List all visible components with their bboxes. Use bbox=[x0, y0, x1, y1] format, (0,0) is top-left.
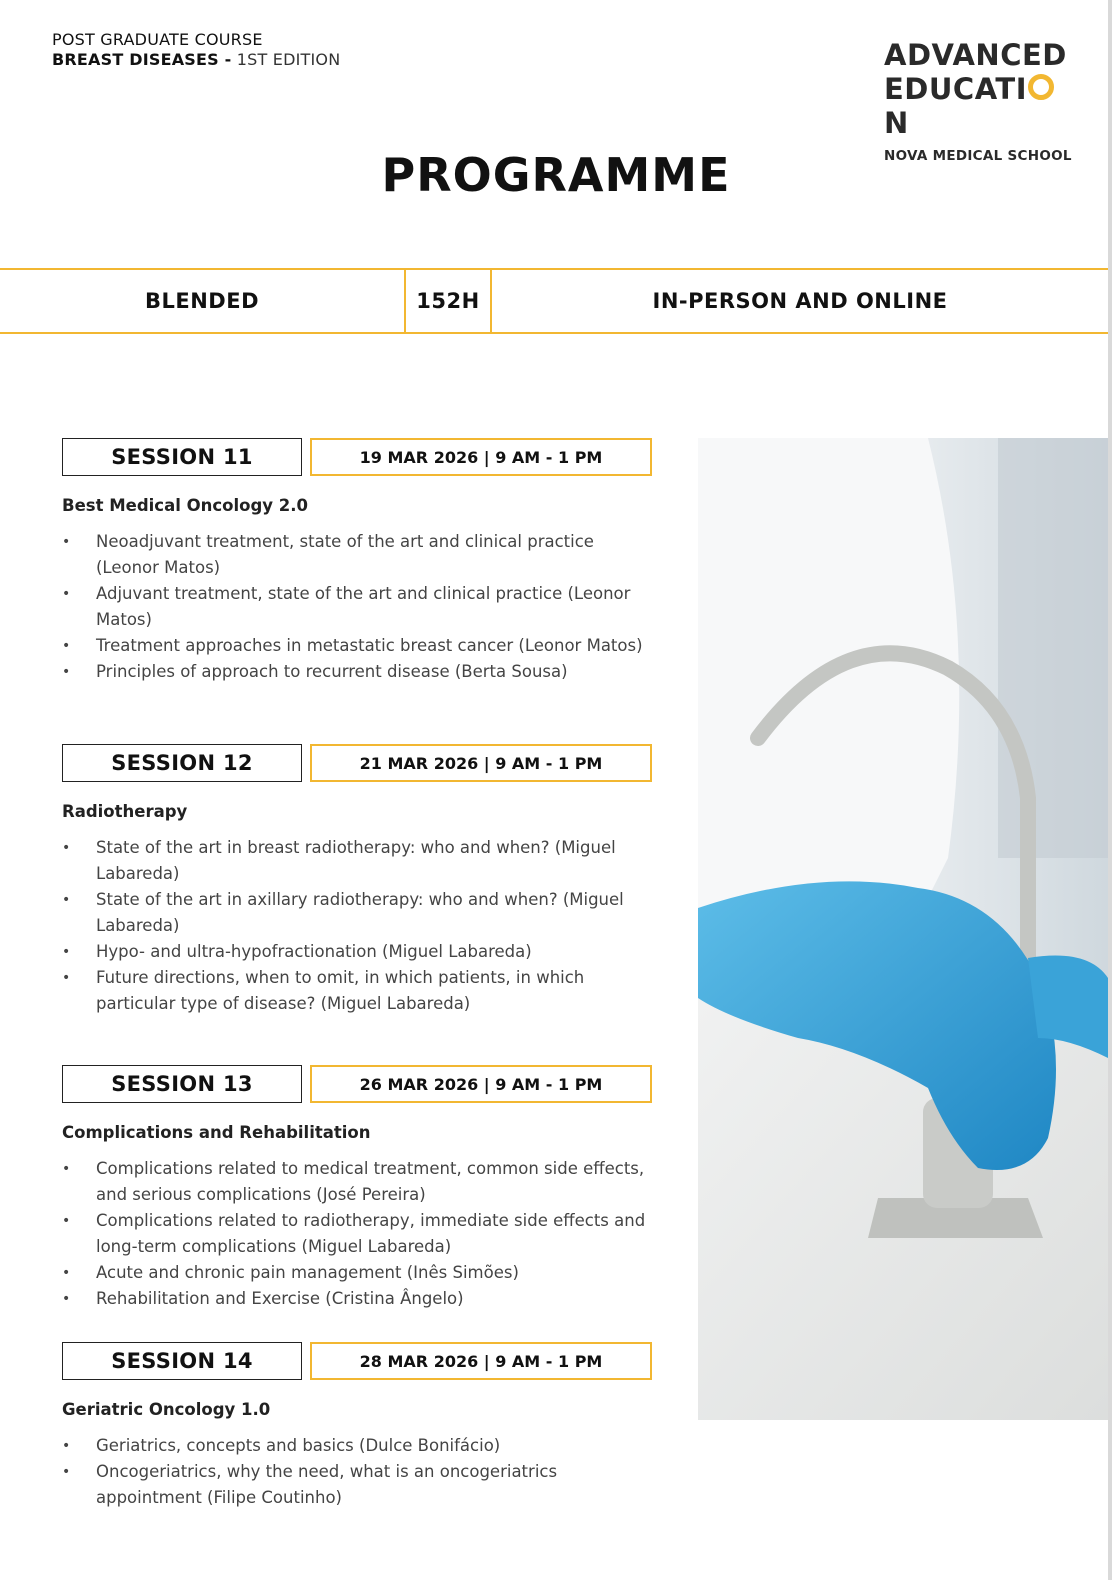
ultrasound-illustration bbox=[698, 438, 1108, 1420]
session-topics bbox=[62, 1156, 662, 1312]
logo-line1: ADVANCED bbox=[884, 38, 1067, 72]
course-name bbox=[52, 50, 340, 70]
topic-item: • Complications related to radiotherapy, immediate side effects and long-term complications (Miguel Labareda) bbox=[62, 1208, 662, 1260]
topic-item: • Geriatrics, concepts and basics (Dulce Bonifácio) bbox=[62, 1433, 662, 1459]
session-12 bbox=[62, 744, 662, 1017]
course-type: POST GRADUATE COURSE bbox=[52, 30, 263, 49]
course-header bbox=[52, 30, 340, 70]
logo-ring-icon bbox=[1028, 74, 1054, 100]
topic-item: • Rehabilitation and Exercise (Cristina Ângelo) bbox=[62, 1286, 662, 1312]
topic-item: • State of the art in breast radiotherapy: who and when? (Miguel Labareda) bbox=[62, 835, 662, 887]
session-14 bbox=[62, 1342, 662, 1511]
topic-item: • Principles of approach to recurrent disease (Berta Sousa) bbox=[62, 659, 662, 685]
session-label: SESSION 11 bbox=[62, 438, 302, 476]
session-date: 26 MAR 2026 | 9 AM - 1 PM bbox=[310, 1065, 652, 1103]
topic-item: • Treatment approaches in metastatic breast cancer (Leonor Matos) bbox=[62, 633, 662, 659]
session-title: Complications and Rehabilitation bbox=[62, 1123, 371, 1142]
topic-item: • Acute and chronic pain management (Inês Simões) bbox=[62, 1260, 662, 1286]
session-11 bbox=[62, 438, 662, 685]
session-date: 21 MAR 2026 | 9 AM - 1 PM bbox=[310, 744, 652, 782]
logo-line2: EDUCATIN bbox=[884, 72, 1074, 140]
advanced-education-logo bbox=[884, 38, 1074, 164]
session-date: 28 MAR 2026 | 9 AM - 1 PM bbox=[310, 1342, 652, 1380]
page-title: PROGRAMME bbox=[381, 148, 731, 202]
delivery-cell: IN-PERSON AND ONLINE bbox=[652, 289, 948, 313]
ultrasound-photo bbox=[698, 438, 1108, 1420]
session-title: Best Medical Oncology 2.0 bbox=[62, 496, 309, 515]
session-label: SESSION 14 bbox=[62, 1342, 302, 1380]
session-label: SESSION 13 bbox=[62, 1065, 302, 1103]
course-title: BREAST DISEASES - bbox=[52, 50, 232, 69]
session-13 bbox=[62, 1065, 662, 1312]
session-title: Radiotherapy bbox=[62, 802, 188, 821]
session-topics bbox=[62, 1433, 662, 1511]
session-date: 19 MAR 2026 | 9 AM - 1 PM bbox=[310, 438, 652, 476]
logo-school: NOVA MEDICAL SCHOOL bbox=[884, 148, 1072, 164]
topic-item: • Oncogeriatrics, why the need, what is an oncogeriatrics appointment (Filipe Coutinho) bbox=[62, 1459, 662, 1511]
format-cell: BLENDED bbox=[0, 270, 406, 332]
topic-item: • Hypo- and ultra-hypofractionation (Miguel Labareda) bbox=[62, 939, 662, 965]
topic-item: • Adjuvant treatment, state of the art and clinical practice (Leonor Matos) bbox=[62, 581, 662, 633]
hours-cell: 152H bbox=[406, 270, 492, 332]
window-blinds bbox=[998, 438, 1108, 858]
session-topics bbox=[62, 835, 662, 1017]
topic-item: • Future directions, when to omit, in which patients, in which particular type of disease? (Miguel Labareda) bbox=[62, 965, 662, 1017]
course-edition: 1ST EDITION bbox=[231, 50, 341, 69]
session-topics bbox=[62, 529, 662, 685]
topic-item: • State of the art in axillary radiotherapy: who and when? (Miguel Labareda) bbox=[62, 887, 662, 939]
topic-item: • Neoadjuvant treatment, state of the art and clinical practice (Leonor Matos) bbox=[62, 529, 662, 581]
course-format-bar bbox=[0, 268, 1108, 334]
page-edge bbox=[1108, 0, 1112, 1580]
session-title: Geriatric Oncology 1.0 bbox=[62, 1400, 271, 1419]
topic-item: • Complications related to medical treatment, common side effects, and serious complications (José Pereira) bbox=[62, 1156, 662, 1208]
session-label: SESSION 12 bbox=[62, 744, 302, 782]
